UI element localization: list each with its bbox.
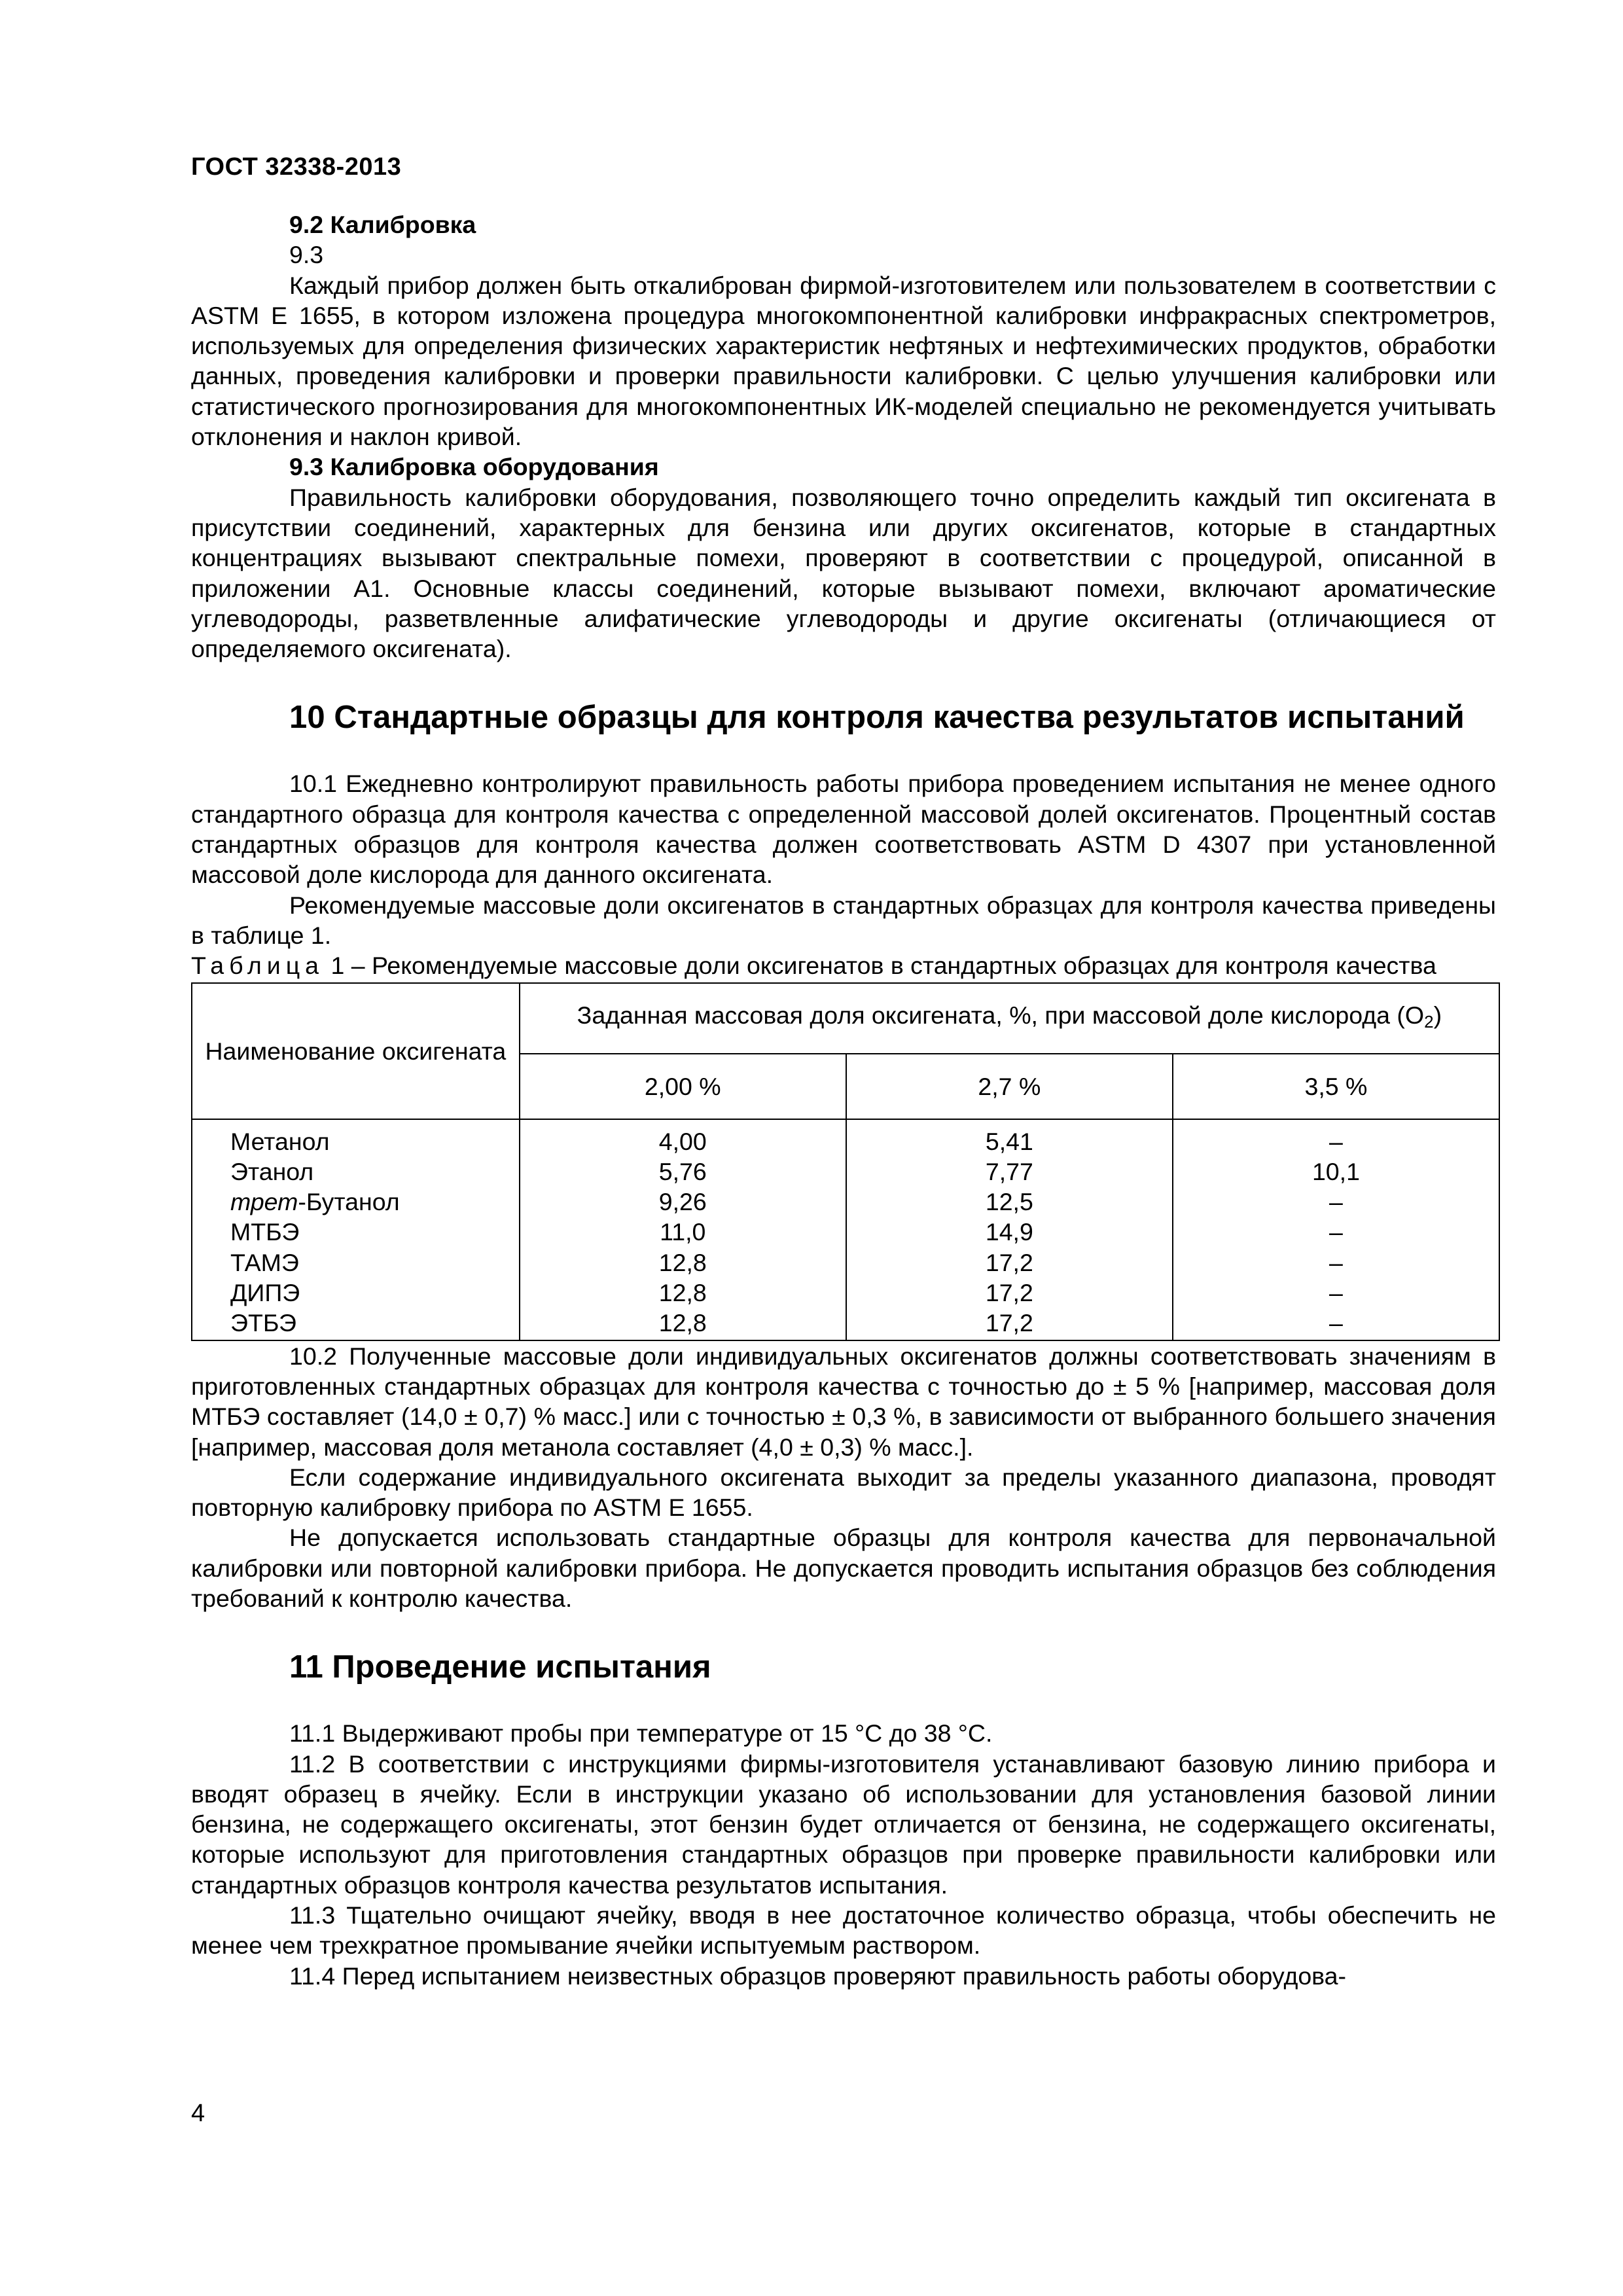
section-11-4-text: 11.4 Перед испытанием неизвестных образцов проверяют правильность работы оборудова- <box>289 1962 1347 1990</box>
table-cell: – <box>1329 1309 1343 1337</box>
section-9-3-heading: 9.3 Калибровка оборудования <box>289 453 659 481</box>
table-column-2-00 <box>520 1119 846 1340</box>
section-9-2-text: Каждый прибор должен быть откалиброван фирмой-изготовителем или пользователем в соответствии с ASTM E 1655, в котором изложена процедура многокомпонентной калибровки инфракрасных спектрометров, используемых для определения физических характеристик нефтяных и нефтехимических продуктов, обработки данных, проведения калибровки и проверки правильности калибровки. С целью улучшения калибровки или статистического прогнозирования для многокомпонентных ИК-моделей специально не рекомендуется учитывать отклонения и наклон кривой. <box>191 271 1496 451</box>
section-9-3-number: 9.3 <box>289 241 324 269</box>
table-header-name: Наименование оксигената <box>192 983 520 1119</box>
table-column-3-5 <box>1173 1119 1499 1340</box>
page-number: 4 <box>191 2100 205 2127</box>
table-header-group: Заданная массовая доля оксигената, %, при массовой доле кислорода $(O_2)$ <box>520 983 1499 1054</box>
table-cell: – <box>1329 1218 1343 1246</box>
table-cell-name: ДИПЭ <box>230 1279 300 1307</box>
table-cell: – <box>1329 1279 1343 1307</box>
table-caption-text: 1 – Рекомендуемые массовые доли оксигенатов в стандартных образцах для контроля качества <box>324 952 1436 980</box>
table-cell: 9,26 <box>658 1188 707 1216</box>
table-cell-name: МТБЭ <box>230 1218 300 1246</box>
section-10-restriction-text: Не допускается использовать стандартные образцы для контроля качества для первоначальной калибровки или повторной калибровки прибора. Не допускается проводить испытания образцов без соблюдения требований к контролю качества. <box>191 1524 1496 1612</box>
table-column-names <box>192 1119 520 1340</box>
table-cell: – <box>1329 1248 1343 1276</box>
section-10-2-text: 10.2 Полученные массовые доли индивидуальных оксигенатов должны соответствовать значениям в приготовленных стандартных образцах для контроля качества с точностью до ± 5 % [например, массовая доля МТБЭ составляет (14,0 ± 0,7) % масс.] или с точностью ± 0,3 %, в зависимости от выбранного большего значения [например, массовая доля метанола составляет (4,0 ± 0,3) % масс.]. <box>191 1342 1496 1461</box>
table-cell: 4,00 <box>658 1127 707 1155</box>
table-cell: – <box>1329 1127 1343 1155</box>
table-cell-name: ТАМЭ <box>230 1248 299 1276</box>
table-cell: 17,2 <box>985 1309 1033 1337</box>
table-cell: 5,76 <box>658 1157 707 1185</box>
table-cell: 10,1 <box>1311 1157 1360 1185</box>
section-11-3-text: 11.3 Тщательно очищают ячейку, вводя в нее достаточное количество образца, чтобы обеспечить не менее чем трехкратное промывание ячейки испытуемым раствором. <box>191 1901 1496 1960</box>
table-cell: – <box>1329 1188 1343 1216</box>
table-column-2-7 <box>846 1119 1173 1340</box>
section-11-2-text: 11.2 В соответствии с инструкциями фирмы-изготовителя устанавливают базовую линию прибора и вводят образец в ячейку. Если в инструкции указано об использовании для установления базовой линии бензина, не содержащего оксигенаты, этот бензин будет отличается от бензина, не содержащего оксигенаты, которые используют для приготовления стандартных образцов при проверке правильности калибровки или стандартных образцов контроля качества результатов испытания. <box>191 1749 1496 1899</box>
section-11-heading: 11 Проведение испытания <box>289 1649 711 1685</box>
section-10-recalibration-text: Если содержание индивидуального оксигената выходит за пределы указанного диапазона, проводят повторную калибровку прибора по ASTM E 1655. <box>191 1463 1496 1522</box>
section-10-1-text: 10.1 Ежедневно контролируют правильность работы прибора проведением испытания не менее одного стандартного образца для контроля качества с определенной массовой долей оксигенатов. Процентный состав стандартных образцов для контроля качества должен соответствовать ASTM D 4307 при установленной массовой доле кислорода для данного оксигената. <box>191 770 1496 889</box>
table-caption-word: Таблица <box>191 952 325 980</box>
table-cell: 17,2 <box>985 1248 1033 1276</box>
section-9-2-heading: 9.2 Калибровка <box>289 211 476 238</box>
section-9-3-text: Правильность калибровки оборудования, позволяющего точно определить каждый тип оксигената в присутствии соединений, характерных для бензина или других оксигенатов, которые в стандартных концентрациях вызывают спектральные помехи, проверяют в соответствии с процедурой, описанной в приложении А1. Основные классы соединений, которые вызывают помехи, включают ароматические углеводороды, разветвленные алифатические углеводороды и другие оксигенаты (отличающиеся от определяемого оксигената). <box>191 483 1496 663</box>
table-cell: 11,0 <box>660 1218 706 1246</box>
table-cell: 5,41 <box>985 1127 1033 1155</box>
table-header-col-3: 3,5 % <box>1173 1054 1499 1119</box>
table-cell-name: трет-Бутанол <box>230 1188 400 1216</box>
section-10-heading: 10 Стандартные образцы для контроля качества результатов испытаний <box>289 700 1465 736</box>
table-cell: 17,2 <box>985 1279 1033 1307</box>
section-11-1-text: 11.1 Выдерживают пробы при температуре от 15 °С до 38 °С. <box>289 1719 993 1748</box>
table-header-col-1: 2,00 % <box>520 1054 846 1119</box>
table-cell: 12,8 <box>658 1279 707 1307</box>
table-cell: 12,8 <box>658 1248 707 1276</box>
table-cell-name: Этанол <box>230 1157 314 1185</box>
section-10-table-reference: Рекомендуемые массовые доли оксигенатов в стандартных образцах для контроля качества приведены в таблице 1. <box>191 891 1496 949</box>
table-cell: 7,77 <box>985 1157 1033 1185</box>
table-header-col-2: 2,7 % <box>846 1054 1173 1119</box>
oxygenate-table <box>191 982 1500 1341</box>
page-content <box>191 209 1496 1991</box>
document-id: ГОСТ 32338-2013 <box>191 153 402 181</box>
table-caption <box>191 950 1496 980</box>
table-cell-name: Метанол <box>230 1127 330 1155</box>
table-cell-name: ЭТБЭ <box>230 1309 297 1337</box>
table-cell: 14,9 <box>985 1218 1033 1246</box>
table-cell: 12,5 <box>985 1188 1033 1216</box>
table-cell: 12,8 <box>658 1309 707 1337</box>
